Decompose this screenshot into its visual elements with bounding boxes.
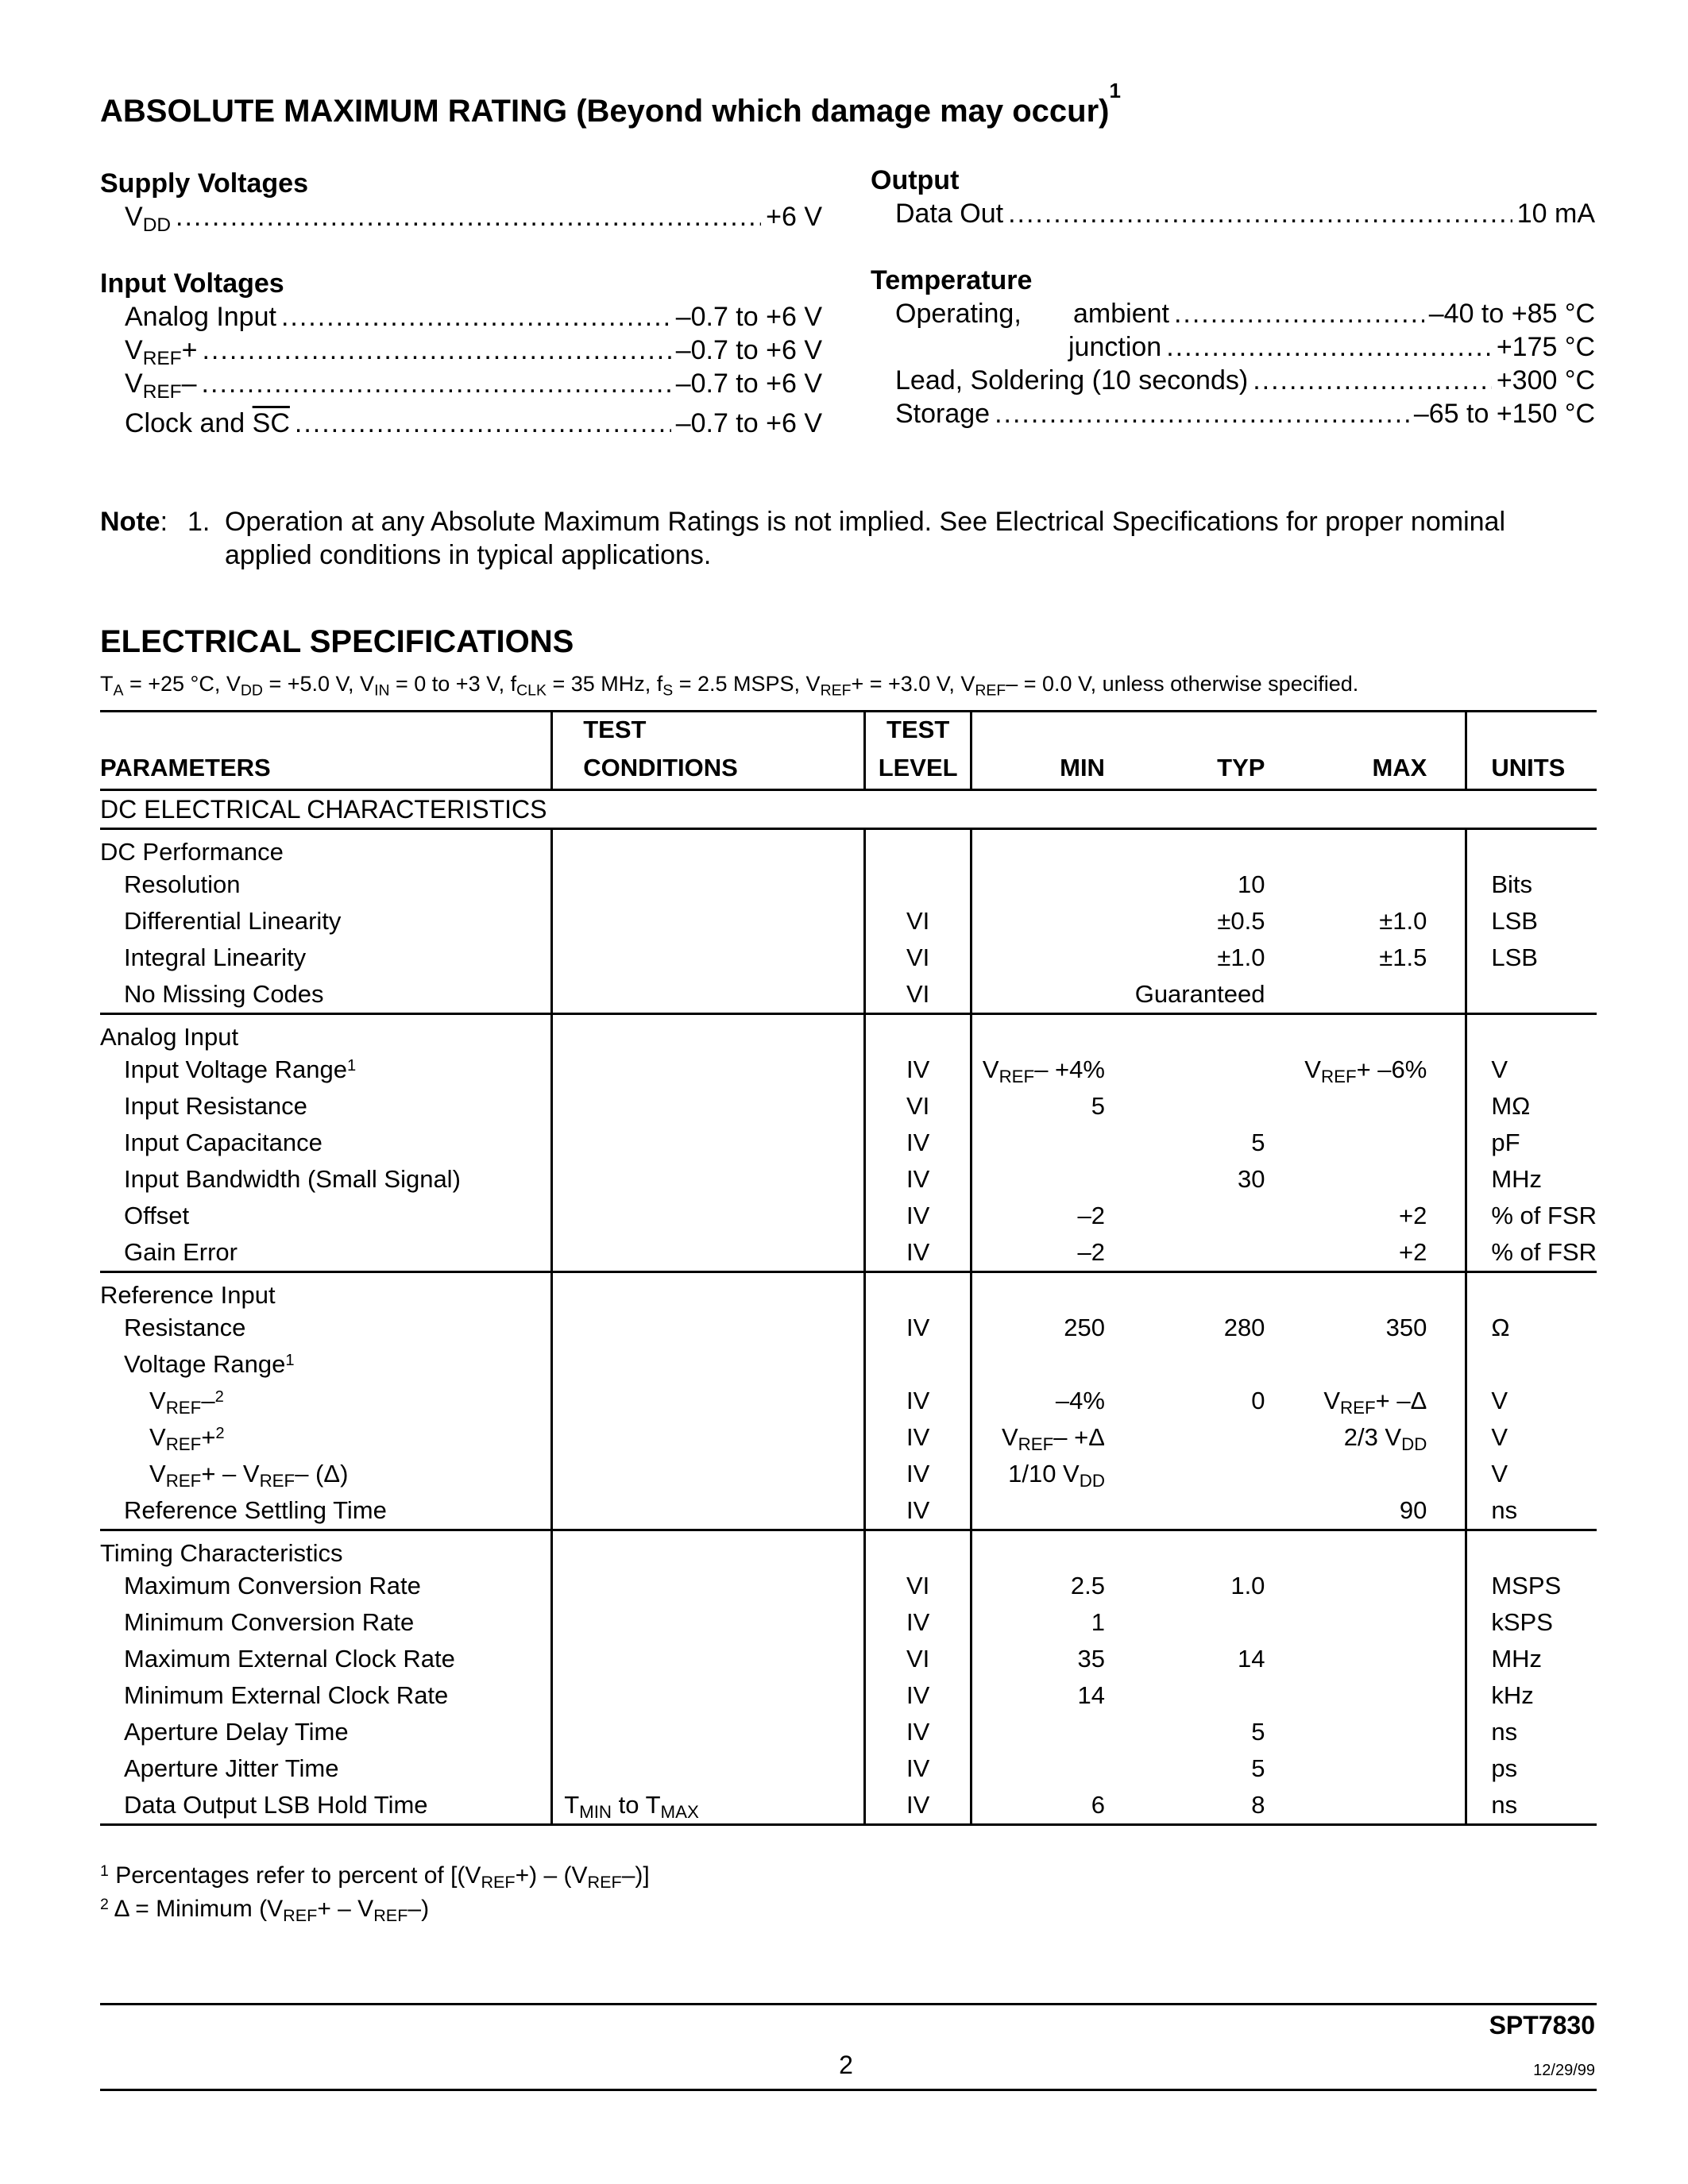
units-cell: [1466, 1530, 1597, 1569]
typ-cell: 280: [1223, 1314, 1265, 1341]
table-row: [100, 1604, 1597, 1641]
min-cell: [971, 976, 1111, 1014]
max-cell: $V_{REF}+ -6\%$: [1304, 1055, 1427, 1087]
header-min: MIN: [971, 746, 1111, 790]
cond-cell: [552, 1604, 865, 1641]
max-cell: [1271, 1530, 1466, 1569]
cond-cell: $T_{MIN}$ to $T_{MAX}$: [552, 1787, 865, 1825]
typ-cell: [1111, 1677, 1271, 1714]
vref-plus-row: [125, 335, 822, 369]
param-cell: Minimum Conversion Rate: [124, 1608, 415, 1636]
min-cell: [971, 829, 1111, 867]
level-cell: IV: [865, 1750, 971, 1787]
leader-dots: [995, 399, 1409, 430]
footer-rule-top: [100, 2003, 1597, 2005]
max-cell: [1271, 1014, 1466, 1052]
table-row: [100, 903, 1597, 940]
level-cell: IV: [865, 1125, 971, 1161]
cond-cell: [552, 940, 865, 976]
units-cell: V: [1466, 1383, 1597, 1419]
header-typ: TYP: [1217, 754, 1265, 781]
param-cell: Resolution: [124, 870, 241, 898]
junction-row: [1068, 332, 1595, 365]
vdd-label: $V_{DD}$: [125, 202, 172, 236]
min-cell: $V_{REF}- +4\%$: [971, 1051, 1111, 1088]
units-cell: ns: [1466, 1787, 1597, 1825]
param-cell: Resistance: [124, 1314, 246, 1341]
param-cell: Maximum External Clock Rate: [124, 1645, 455, 1673]
level-cell: IV: [865, 1234, 971, 1272]
table-row: [100, 940, 1597, 976]
max-cell: [1271, 1346, 1466, 1383]
typ-cell: [1111, 1346, 1271, 1383]
typ-cell: [1111, 1492, 1271, 1530]
storage-label: Storage: [895, 399, 991, 429]
param-cell: $V_{REF}+^2$: [149, 1423, 225, 1455]
max-cell: +2: [1398, 1202, 1427, 1229]
junction-label: junction: [1068, 332, 1162, 362]
spec-table: [100, 710, 1597, 1826]
level-cell: [865, 1346, 971, 1383]
min-cell: 1/10 $V_{DD}$: [971, 1456, 1111, 1492]
cond-cell: [552, 1419, 865, 1456]
group-name: Analog Input: [100, 1023, 239, 1051]
es-conditions: $T_A = +25$ °C, $V_{DD} = +5.0$ V, $V_{IN} = 0$ to +3 V, $f_{CLK} = 35$ MHz, $f_S = 2.5$ MSPS, $V_{REF}+ = +3.0$ V, $V_{REF}- = 0.0$ V, unless otherwise specified.: [100, 672, 1359, 700]
cond-cell: [552, 829, 865, 867]
operating-label: Operating,: [895, 299, 1022, 329]
min-cell: [971, 1346, 1111, 1383]
table-row: [100, 1456, 1597, 1492]
min-cell: [971, 866, 1111, 903]
min-cell: [971, 1125, 1111, 1161]
param-cell: Differential Linearity: [124, 907, 342, 935]
max-cell: [1271, 1088, 1466, 1125]
min-cell: $V_{REF}- +\Delta$: [971, 1419, 1111, 1456]
table-row: [100, 1051, 1597, 1088]
lead-soldering-value: +300 °C: [1496, 365, 1595, 396]
param-cell: Input Resistance: [124, 1092, 307, 1120]
min-cell: 5: [971, 1088, 1111, 1125]
cond-cell: [552, 1014, 865, 1052]
min-cell: 6: [971, 1787, 1111, 1825]
max-cell: 90: [1399, 1496, 1427, 1524]
level-cell: IV: [865, 1419, 971, 1456]
vdd-value: +6 V: [766, 202, 822, 232]
level-cell: IV: [865, 1383, 971, 1419]
leader-dots: [281, 302, 671, 333]
units-cell: [1466, 1346, 1597, 1383]
max-cell: [1271, 1677, 1466, 1714]
units-cell: pF: [1466, 1125, 1597, 1161]
table-row: [100, 1234, 1597, 1272]
level-cell: [865, 866, 971, 903]
table-row: [100, 1787, 1597, 1825]
analog-input-row: [125, 302, 822, 335]
table-row: [100, 1310, 1597, 1346]
sc-overline: $\overline{SC}$: [252, 408, 290, 438]
level-cell: [865, 829, 971, 867]
cond-cell: [552, 1161, 865, 1198]
analog-input-label: Analog Input: [125, 302, 276, 332]
cond-cell: [552, 1310, 865, 1346]
min-cell: 1: [971, 1604, 1111, 1641]
min-cell: –4%: [971, 1383, 1111, 1419]
table-row: [100, 866, 1597, 903]
level-cell: VI: [865, 940, 971, 976]
cond-cell: [552, 1272, 865, 1310]
min-cell: [971, 1272, 1111, 1310]
max-cell: $V_{REF}+ -\Delta$: [1323, 1387, 1427, 1418]
header-max-top: [1271, 712, 1466, 747]
vref-minus-value: –0.7 to +6 V: [675, 369, 822, 399]
table-row: [100, 1346, 1597, 1383]
table-row: [100, 1088, 1597, 1125]
cond-cell: [552, 1492, 865, 1530]
note-text: Operation at any Absolute Maximum Ratings is not implied. See Electrical Specifications for proper nominal applied conditions in typical applications.: [225, 507, 1505, 570]
param-cell: Voltage Range$^1$: [124, 1350, 295, 1378]
units-cell: Ω: [1466, 1310, 1597, 1346]
group-name: Timing Characteristics: [100, 1539, 343, 1567]
min-cell: –2: [971, 1198, 1111, 1234]
level-cell: [865, 1530, 971, 1569]
max-cell: [1271, 976, 1466, 1014]
min-cell: 35: [971, 1641, 1111, 1677]
param-cell: Maximum Conversion Rate: [124, 1572, 421, 1599]
header-params-top: [100, 712, 552, 747]
temperature-heading: Temperature: [871, 265, 1033, 295]
cond-cell: [552, 1456, 865, 1492]
leader-dots: [295, 408, 671, 439]
units-cell: ns: [1466, 1714, 1597, 1750]
footnote-2: $^2$ Δ = Minimum $(V_{REF}+ - V_{REF}-)$: [100, 1896, 430, 1926]
note-label: Note:: [100, 507, 168, 537]
cond-cell: [552, 1641, 865, 1677]
cond-cell: [552, 1568, 865, 1604]
min-cell: [971, 1161, 1111, 1198]
param-cell: Integral Linearity: [124, 943, 307, 971]
max-cell: [1271, 829, 1466, 867]
param-cell: Data Output LSB Hold Time: [124, 1791, 428, 1819]
header-units: UNITS: [1466, 746, 1597, 790]
min-cell: [971, 1750, 1111, 1787]
typ-cell: 30: [1237, 1165, 1265, 1193]
group-row: [100, 829, 1597, 867]
header-typ-top: [1111, 712, 1271, 747]
section-dc-electrical: DC ELECTRICAL CHARACTERISTICS: [100, 794, 547, 824]
page-number: 2: [839, 2051, 853, 2079]
typ-cell: 5: [1251, 1754, 1265, 1782]
header-conditions: CONDITIONS: [552, 746, 865, 790]
units-cell: LSB: [1466, 940, 1597, 976]
vdd-row: [125, 202, 822, 235]
units-cell: V: [1466, 1419, 1597, 1456]
level-cell: IV: [865, 1604, 971, 1641]
analog-input-value: –0.7 to +6 V: [675, 302, 822, 332]
header-test-2: TEST: [865, 712, 971, 747]
param-cell: Minimum External Clock Rate: [124, 1681, 449, 1709]
storage-value: –65 to +150 °C: [1413, 399, 1595, 429]
cond-cell: [552, 1051, 865, 1088]
level-cell: IV: [865, 1714, 971, 1750]
data-out-label: Data Out: [895, 199, 1004, 229]
level-cell: IV: [865, 1051, 971, 1088]
min-cell: [971, 1530, 1111, 1569]
min-cell: 250: [971, 1310, 1111, 1346]
typ-cell: [1111, 1456, 1271, 1492]
units-cell: [1466, 1272, 1597, 1310]
level-cell: IV: [865, 1677, 971, 1714]
group-row: [100, 1530, 1597, 1569]
table-row: [100, 1198, 1597, 1234]
cond-cell: [552, 1198, 865, 1234]
level-cell: IV: [865, 1198, 971, 1234]
param-cell: Input Bandwidth (Small Signal): [124, 1165, 461, 1193]
clock-sc-row: [125, 408, 822, 442]
supply-voltages-heading: Supply Voltages: [100, 168, 308, 199]
units-cell: [1466, 829, 1597, 867]
level-cell: VI: [865, 1641, 971, 1677]
vref-plus-value: –0.7 to +6 V: [675, 335, 822, 365]
units-cell: MΩ: [1466, 1088, 1597, 1125]
lead-soldering-label: Lead, Soldering (10 seconds): [895, 365, 1249, 396]
amr-title-sup: 1: [1109, 79, 1121, 102]
max-cell: [1271, 1456, 1466, 1492]
typ-cell: 5: [1251, 1129, 1265, 1156]
typ-cell: ±0.5: [1217, 907, 1265, 935]
level-cell: VI: [865, 1568, 971, 1604]
typ-cell: 5: [1251, 1718, 1265, 1746]
max-cell: +2: [1398, 1238, 1427, 1266]
table-row: [100, 1125, 1597, 1161]
leader-dots: [1174, 299, 1424, 330]
min-cell: [971, 903, 1111, 940]
lead-soldering-row: [895, 365, 1595, 399]
min-cell: 14: [971, 1677, 1111, 1714]
typ-cell: [1111, 1530, 1271, 1569]
typ-cell: 1.0: [1230, 1572, 1265, 1599]
level-cell: IV: [865, 1492, 971, 1530]
typ-cell: ±1.0: [1217, 943, 1265, 971]
min-cell: 2.5: [971, 1568, 1111, 1604]
min-cell: [971, 1014, 1111, 1052]
leader-dots: [176, 202, 761, 233]
amr-title: [100, 79, 1121, 129]
units-cell: kHz: [1466, 1677, 1597, 1714]
amr-title-text: ABSOLUTE MAXIMUM RATING (Beyond which damage may occur): [100, 94, 1110, 129]
units-cell: LSB: [1466, 903, 1597, 940]
units-cell: [1466, 1014, 1597, 1052]
level-cell: IV: [865, 1456, 971, 1492]
level-cell: IV: [865, 1310, 971, 1346]
footer-rule-bottom: [100, 2089, 1597, 2091]
level-cell: VI: [865, 1088, 971, 1125]
max-cell: 350: [1385, 1314, 1427, 1341]
typ-cell: [1111, 1051, 1271, 1088]
junction-value: +175 °C: [1496, 332, 1595, 362]
typ-cell: [1111, 1234, 1271, 1272]
clock-sc-value: –0.7 to +6 V: [675, 408, 822, 438]
min-cell: [971, 1714, 1111, 1750]
param-cell: Input Capacitance: [124, 1129, 323, 1156]
leader-dots: [1253, 365, 1492, 396]
max-cell: [1271, 1714, 1466, 1750]
es-title: ELECTRICAL SPECIFICATIONS: [100, 624, 574, 659]
cond-cell: [552, 1530, 865, 1569]
units-cell: MHz: [1466, 1161, 1597, 1198]
group-name: Reference Input: [100, 1281, 276, 1309]
max-cell: ±1.0: [1379, 907, 1427, 935]
leader-dots: [202, 369, 671, 399]
vref-plus-label: $V_{REF}+$: [125, 335, 198, 369]
typ-cell: 14: [1237, 1645, 1265, 1673]
table-row: [100, 1714, 1597, 1750]
max-cell: 2/3 $V_{DD}$: [1343, 1423, 1427, 1455]
max-cell: [1271, 1787, 1466, 1825]
cond-cell: [552, 1346, 865, 1383]
output-heading: Output: [871, 165, 960, 195]
typ-cell: [1111, 1014, 1271, 1052]
cond-cell: [552, 1125, 865, 1161]
units-cell: ns: [1466, 1492, 1597, 1530]
param-cell: No Missing Codes: [124, 980, 324, 1008]
cond-cell: [552, 1088, 865, 1125]
leader-dots: [1166, 332, 1492, 363]
typ-cell: 8: [1251, 1791, 1265, 1819]
param-cell: Aperture Delay Time: [124, 1718, 349, 1746]
typ-cell: [1111, 829, 1271, 867]
table-row: [100, 1383, 1597, 1419]
cond-cell: [552, 1714, 865, 1750]
vref-minus-row: [125, 369, 822, 402]
header-test-1: TEST: [552, 712, 865, 747]
table-row: [100, 1677, 1597, 1714]
group-row: [100, 1014, 1597, 1052]
param-cell: Offset: [124, 1202, 190, 1229]
min-cell: [971, 940, 1111, 976]
table-row: [100, 976, 1597, 1014]
spec-body: [100, 790, 1597, 1825]
units-cell: V: [1466, 1051, 1597, 1088]
param-cell: Reference Settling Time: [124, 1496, 387, 1524]
max-cell: [1271, 1272, 1466, 1310]
level-cell: [865, 1014, 971, 1052]
max-cell: [1271, 1568, 1466, 1604]
header-parameters: PARAMETERS: [100, 754, 271, 781]
units-cell: MSPS: [1466, 1568, 1597, 1604]
level-cell: IV: [865, 1787, 971, 1825]
data-out-row: [895, 199, 1595, 232]
footer-date: 12/29/99: [1533, 2062, 1595, 2079]
footer-part-number: SPT7830: [1489, 2011, 1595, 2039]
header-min-top: [971, 712, 1111, 747]
typ-cell: Guaranteed: [1134, 980, 1265, 1008]
storage-row: [895, 399, 1595, 432]
typ-cell: [1111, 1088, 1271, 1125]
header-level: LEVEL: [865, 746, 971, 790]
cond-cell: [552, 1750, 865, 1787]
group-name: DC Performance: [100, 838, 284, 866]
table-row: [100, 1492, 1597, 1530]
param-cell: $V_{REF}-^2$: [149, 1387, 224, 1418]
units-cell: ps: [1466, 1750, 1597, 1787]
vref-minus-label: $V_{REF}-$: [125, 369, 197, 403]
table-row: [100, 1568, 1597, 1604]
level-cell: IV: [865, 1161, 971, 1198]
clock-sc-label: Clock and $\overline{SC}$: [125, 408, 290, 438]
units-cell: kSPS: [1466, 1604, 1597, 1641]
max-cell: [1271, 1641, 1466, 1677]
typ-cell: [1111, 1604, 1271, 1641]
table-row: [100, 1641, 1597, 1677]
leader-dots: [1008, 199, 1512, 230]
group-row: [100, 1272, 1597, 1310]
cond-cell: [552, 903, 865, 940]
ambient-label: ambient: [1073, 299, 1169, 329]
max-cell: [1271, 1604, 1466, 1641]
units-cell: V: [1466, 1456, 1597, 1492]
level-cell: [865, 1272, 971, 1310]
param-cell: Aperture Jitter Time: [124, 1754, 339, 1782]
max-cell: [1271, 1161, 1466, 1198]
table-row: [100, 1419, 1597, 1456]
level-cell: VI: [865, 903, 971, 940]
cond-cell: [552, 866, 865, 903]
min-cell: [971, 1492, 1111, 1530]
max-cell: [1271, 1750, 1466, 1787]
data-out-value: 10 mA: [1516, 199, 1595, 229]
cond-cell: [552, 1677, 865, 1714]
cond-cell: [552, 976, 865, 1014]
ambient-value: –40 to +85 °C: [1428, 299, 1595, 329]
header-max: MAX: [1372, 754, 1427, 781]
note-number: 1.: [187, 507, 211, 537]
footnote-1: $^1$ Percentages refer to percent of $[(V_{REF}+) - (V_{REF}-)]$: [100, 1862, 650, 1893]
typ-cell: [1111, 1272, 1271, 1310]
units-cell: MHz: [1466, 1641, 1597, 1677]
param-cell: Gain Error: [124, 1238, 238, 1266]
max-cell: ±1.5: [1379, 943, 1427, 971]
param-cell: Input Voltage Range$^1$: [124, 1055, 357, 1083]
leader-dots: [202, 335, 670, 366]
units-cell: % of FSR: [1466, 1234, 1597, 1272]
table-row: [100, 1161, 1597, 1198]
param-cell: $V_{REF}+ - V_{REF}-$ (Δ): [149, 1460, 349, 1491]
max-cell: [1271, 1125, 1466, 1161]
input-voltages-heading: Input Voltages: [100, 268, 284, 299]
level-cell: VI: [865, 976, 971, 1014]
table-row: [100, 1750, 1597, 1787]
cond-cell: [552, 1234, 865, 1272]
typ-cell: 10: [1237, 870, 1265, 898]
header-units-top: [1466, 712, 1597, 747]
min-cell: –2: [971, 1234, 1111, 1272]
operating-ambient-row: [895, 299, 1595, 332]
max-cell: [1271, 866, 1466, 903]
typ-cell: [1111, 1198, 1271, 1234]
typ-cell: 0: [1251, 1387, 1265, 1414]
units-cell: Bits: [1466, 866, 1597, 903]
units-cell: [1466, 976, 1597, 1014]
units-cell: % of FSR: [1466, 1198, 1597, 1234]
cond-cell: [552, 1383, 865, 1419]
typ-cell: [1111, 1419, 1271, 1456]
